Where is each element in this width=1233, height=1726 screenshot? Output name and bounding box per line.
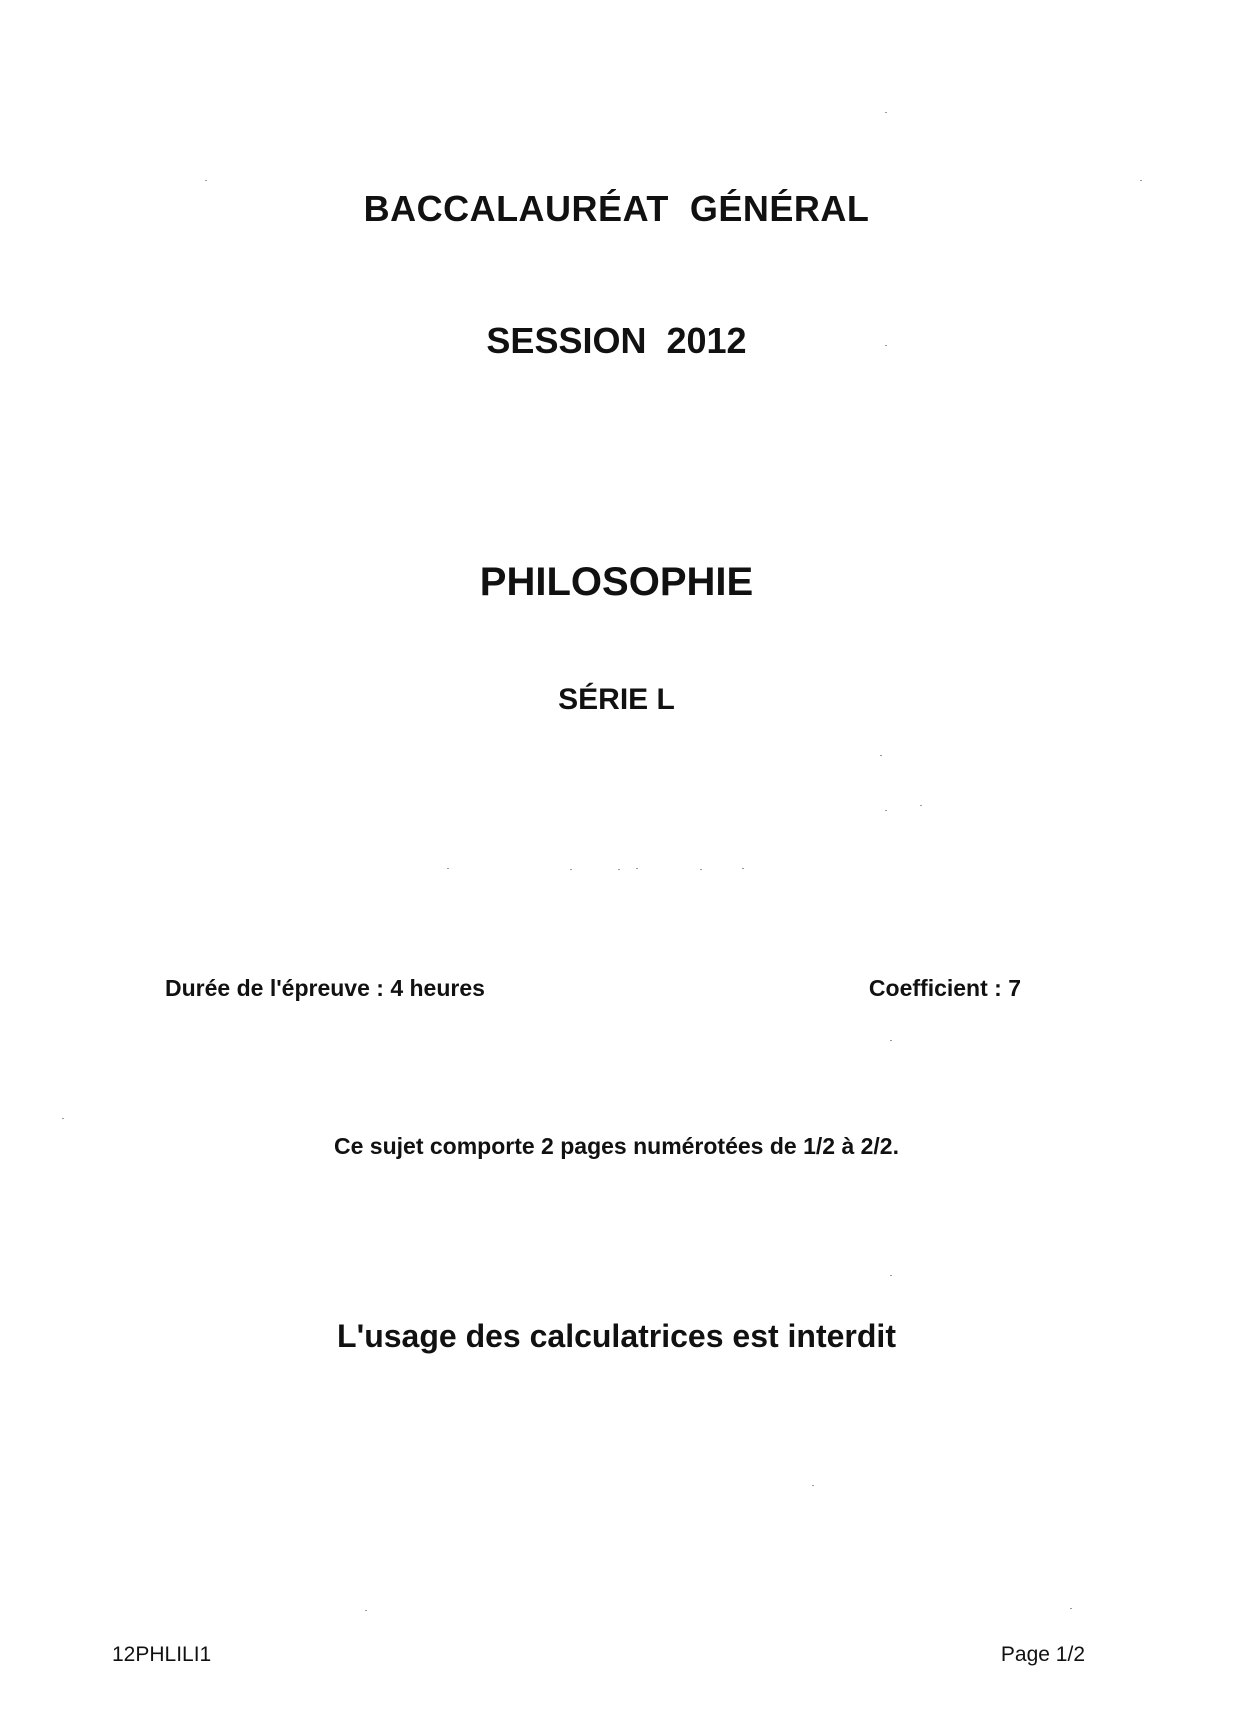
- scan-speck: [62, 1118, 64, 1119]
- scan-speck: [880, 755, 882, 756]
- scan-speck: [920, 805, 922, 806]
- scan-speck: [365, 1610, 367, 1611]
- scan-speck: [700, 869, 702, 870]
- scan-speck: [742, 868, 744, 869]
- scan-speck: [890, 1275, 892, 1276]
- scan-speck: [205, 180, 207, 181]
- scan-speck: [570, 869, 572, 870]
- scan-speck: [636, 868, 638, 869]
- exam-duration: Durée de l'épreuve : 4 heures: [165, 975, 485, 1001]
- subject-name: PHILOSOPHIE: [479, 560, 754, 604]
- exam-title: BACCALAURÉAT GÉNÉRAL: [363, 188, 870, 229]
- scan-speck: [885, 810, 887, 811]
- scan-speck: [885, 112, 887, 113]
- scan-speck: [885, 345, 887, 346]
- exam-coefficient: Coefficient : 7: [868, 975, 1021, 1001]
- session-year: SESSION 2012: [486, 320, 747, 361]
- scan-speck: [618, 869, 620, 870]
- serie-label: SÉRIE L: [558, 683, 675, 716]
- scan-speck: [447, 868, 449, 869]
- page-count-info: Ce sujet comporte 2 pages numérotées de 1/2 à 2/2.: [334, 1133, 899, 1159]
- footer-page-number: Page 1/2: [1000, 1643, 1085, 1666]
- calculator-notice: L'usage des calculatrices est interdit: [337, 1318, 896, 1354]
- scan-speck: [1140, 180, 1142, 181]
- scan-speck: [1070, 1608, 1072, 1609]
- footer-subject-code: 12PHLILI1: [112, 1643, 212, 1666]
- scan-speck: [812, 1485, 814, 1486]
- scan-speck: [890, 1040, 892, 1041]
